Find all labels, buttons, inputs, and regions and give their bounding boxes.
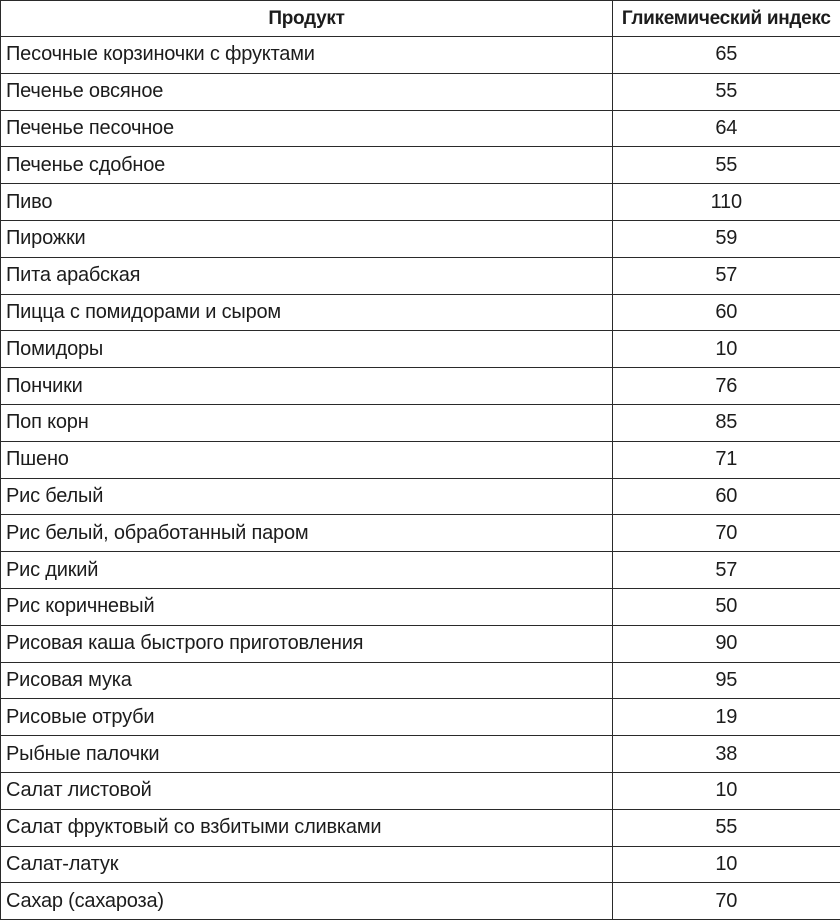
header-glycemic-index: Гликемический индекс: [613, 1, 840, 37]
table-row: [1, 110, 840, 147]
table-row: [1, 846, 840, 883]
glycemic-index-cell: 64: [613, 110, 840, 147]
product-name-cell: Пончики: [1, 368, 613, 405]
glycemic-index-cell: 59: [613, 220, 840, 257]
glycemic-index-cell: 71: [613, 441, 840, 478]
glycemic-index-cell: 70: [613, 515, 840, 552]
table-row: [1, 772, 840, 809]
product-name-cell: Салат-латук: [1, 846, 613, 883]
product-name-cell: Сахар (сахароза): [1, 883, 613, 920]
table-row: [1, 515, 840, 552]
product-name-cell: Пицца с помидорами и сыром: [1, 294, 613, 331]
glycemic-index-cell: 50: [613, 588, 840, 625]
header-row: [1, 1, 840, 37]
glycemic-index-cell: 57: [613, 257, 840, 294]
table-row: [1, 404, 840, 441]
table-row: [1, 331, 840, 368]
product-name-cell: Поп корн: [1, 404, 613, 441]
glycemic-index-cell: 10: [613, 772, 840, 809]
product-name-cell: Пирожки: [1, 220, 613, 257]
table-row: [1, 883, 840, 920]
table-row: [1, 736, 840, 773]
table-row: [1, 73, 840, 110]
glycemic-index-cell: 60: [613, 294, 840, 331]
table-row: [1, 257, 840, 294]
product-name-cell: Рис белый, обработанный паром: [1, 515, 613, 552]
table-row: [1, 588, 840, 625]
glycemic-index-cell: 70: [613, 883, 840, 920]
glycemic-index-cell: 95: [613, 662, 840, 699]
product-name-cell: Печенье овсяное: [1, 73, 613, 110]
product-name-cell: Рыбные палочки: [1, 736, 613, 773]
product-name-cell: Пшено: [1, 441, 613, 478]
table-header: [1, 1, 840, 37]
table-row: [1, 441, 840, 478]
table-row: [1, 699, 840, 736]
glycemic-index-cell: 38: [613, 736, 840, 773]
table-row: [1, 662, 840, 699]
glycemic-index-cell: 110: [613, 184, 840, 221]
product-name-cell: Помидоры: [1, 331, 613, 368]
glycemic-index-cell: 19: [613, 699, 840, 736]
glycemic-index-cell: 60: [613, 478, 840, 515]
table-row: [1, 147, 840, 184]
header-product: Продукт: [1, 1, 613, 37]
table-body: [1, 37, 840, 920]
glycemic-index-cell: 55: [613, 73, 840, 110]
glycemic-index-cell: 65: [613, 37, 840, 74]
product-name-cell: Печенье сдобное: [1, 147, 613, 184]
product-name-cell: Рисовая каша быстрого приготовления: [1, 625, 613, 662]
glycemic-index-cell: 10: [613, 846, 840, 883]
glycemic-index-cell: 57: [613, 552, 840, 589]
product-name-cell: Пита арабская: [1, 257, 613, 294]
glycemic-index-cell: 90: [613, 625, 840, 662]
product-name-cell: Песочные корзиночки с фруктами: [1, 37, 613, 74]
glycemic-index-cell: 55: [613, 147, 840, 184]
table-row: [1, 478, 840, 515]
table-row: [1, 625, 840, 662]
table-row: [1, 220, 840, 257]
glycemic-index-cell: 55: [613, 809, 840, 846]
glycemic-index-cell: 76: [613, 368, 840, 405]
glycemic-index-cell: 85: [613, 404, 840, 441]
table-row: [1, 552, 840, 589]
product-name-cell: Печенье песочное: [1, 110, 613, 147]
glycemic-index-cell: 10: [613, 331, 840, 368]
product-name-cell: Рисовая мука: [1, 662, 613, 699]
table-row: [1, 368, 840, 405]
product-name-cell: Рис белый: [1, 478, 613, 515]
product-name-cell: Пиво: [1, 184, 613, 221]
product-name-cell: Рис коричневый: [1, 588, 613, 625]
product-name-cell: Салат фруктовый со взбитыми сливками: [1, 809, 613, 846]
product-name-cell: Рисовые отруби: [1, 699, 613, 736]
product-name-cell: Салат листовой: [1, 772, 613, 809]
table-row: [1, 184, 840, 221]
table-row: [1, 294, 840, 331]
table-row: [1, 809, 840, 846]
table-row: [1, 37, 840, 74]
product-name-cell: Рис дикий: [1, 552, 613, 589]
